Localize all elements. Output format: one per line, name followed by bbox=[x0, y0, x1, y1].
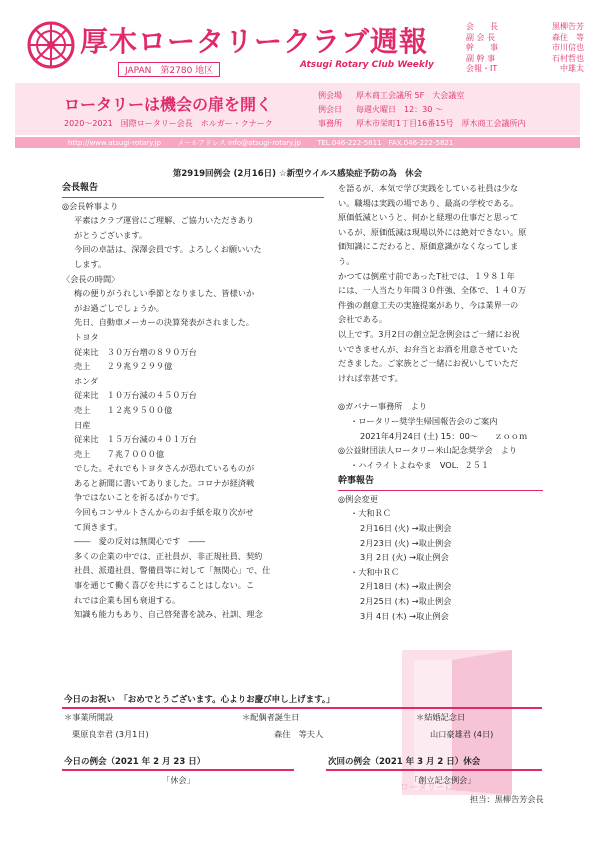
text-line: 多くの企業の中では、正社員が、非正規社員、契約 bbox=[74, 550, 263, 561]
email-link[interactable]: メールアドレス info@atsugi-rotary.jp bbox=[177, 139, 301, 147]
website-link[interactable]: http://www.atsugi-rotary.jp bbox=[68, 139, 161, 147]
text-line: 会社である。 bbox=[338, 314, 388, 325]
text-line: 知識も能力もあり、自己啓発書を読み、社訓、理念 bbox=[74, 609, 263, 620]
phone-fax: TEL.046-222-5811 FAX.046-222-5821 bbox=[317, 139, 454, 147]
text-line: 原価低減というと、何かと経理の仕事だと思って bbox=[338, 212, 519, 223]
text-line: ・ロータリー奨学生帰国報告会のご案内 bbox=[350, 415, 498, 426]
celebration-entry: 森住 等夫人 bbox=[274, 729, 324, 739]
text-line: 価知識にこだわると、原価意識がなくなってしま bbox=[338, 241, 519, 252]
text-line: 争ではないことを祈るばかりです。 bbox=[74, 492, 205, 503]
officer-name: 黒柳告芳 bbox=[552, 22, 584, 31]
text-line: 従来比 １５万台減の４０１万台 bbox=[74, 434, 197, 445]
text-line: ◎会長幹事より bbox=[62, 200, 119, 211]
officer-role: 幹 事 bbox=[466, 43, 498, 52]
text-line: れでは企業も国も衰退する。 bbox=[74, 594, 181, 605]
text-line: 社員、派遣社員、警備員等に対して「無関心」で、仕 bbox=[74, 565, 271, 576]
text-line: ・大和ＲＣ bbox=[350, 508, 391, 519]
text-line: には、一人当たり年間３０件強、全体で、１４０万 bbox=[338, 285, 527, 296]
text-line: 3月 4日 (木) →取止例会 bbox=[360, 610, 449, 621]
text-line: ―― 愛の反対は無関心です ―― bbox=[74, 536, 206, 547]
text-line: いるが、原価低減は現場以外には絶対できない。原 bbox=[338, 226, 527, 237]
text-line: ◎例会変更 bbox=[338, 493, 378, 504]
celebration-rule bbox=[62, 707, 542, 709]
officer-row bbox=[466, 43, 584, 54]
president-report-heading: 会長報告 bbox=[62, 181, 324, 198]
text-line: ・大和中ＲＣ bbox=[350, 566, 400, 577]
today-meeting-body: 「休会」 bbox=[162, 775, 195, 785]
text-line: 事を通じて働く喜びを共にすることはしない。こ bbox=[74, 580, 255, 591]
text-line: 3月 2日 (火) →取止例会 bbox=[360, 552, 449, 563]
text-line: 先日、自動車メーカーの決算発表がされました。 bbox=[74, 317, 254, 328]
text-line: ◎公益財団法人ロータリー米山記念奨学会 より bbox=[338, 445, 518, 456]
next-meeting-note: 担当：黒柳告芳会長 bbox=[470, 794, 544, 804]
text-line: トヨタ bbox=[74, 331, 99, 342]
celebration-heading: 今日のお祝い 「おめでとうございます。心よりお慶び申し上げます。」 bbox=[64, 695, 335, 705]
meeting-info-row bbox=[318, 117, 525, 131]
meeting-info-key: 例会場 bbox=[318, 91, 342, 100]
meeting-info-row bbox=[318, 103, 525, 117]
officer-role: 会 長 bbox=[466, 22, 498, 31]
celebration-group-title: ＊配偶者誕生日 bbox=[242, 712, 300, 722]
text-line: 2月18日 (木) →取止例会 bbox=[360, 581, 452, 592]
officer-name: 石村哲也 bbox=[552, 53, 584, 63]
officers-list bbox=[466, 22, 584, 75]
text-line: 従来比 １０万台減の４５０万台 bbox=[74, 390, 197, 401]
text-line: ◎ガバナー事務所 より bbox=[338, 401, 428, 412]
text-line: します。 bbox=[74, 258, 107, 269]
text-line: 従来比 ３０万台増の８９０万台 bbox=[74, 346, 197, 357]
newsletter-title: 厚木ロータリークラブ週報 bbox=[80, 25, 429, 58]
today-rule bbox=[62, 769, 294, 771]
text-line: 2021年4月24日 (土) 15：00～ ｚｏｏｍ bbox=[360, 430, 528, 441]
meeting-info-value: 厚木商工会議所 5F 大会議室 bbox=[356, 91, 465, 100]
text-line: て頂きます。 bbox=[74, 521, 123, 532]
text-line: ホンダ bbox=[74, 375, 99, 386]
text-line: い。職場は実践の場であり、最高の学校である。 bbox=[338, 197, 519, 208]
meeting-info-key: 例会日 bbox=[318, 105, 342, 114]
officer-name: 森住 等 bbox=[552, 32, 584, 42]
officer-role: 副 幹 事 bbox=[466, 53, 496, 63]
contact-line bbox=[68, 138, 467, 148]
text-line: あると新聞に書いてありました。コロナが経済戦 bbox=[74, 477, 255, 488]
next-meeting-body: 「創立記念例会」 bbox=[410, 775, 476, 785]
newsletter-title-en: Atsugi Rotary Club Weekly bbox=[300, 60, 434, 70]
right-column bbox=[338, 181, 588, 623]
text-line: がお過ごしでしょうか。 bbox=[74, 302, 165, 313]
celebration-group-title: ＊結婚記念日 bbox=[416, 712, 466, 722]
president-report bbox=[62, 181, 324, 622]
text-line: を語るが、本気で学び実践をしている社員は少な bbox=[338, 183, 519, 193]
text-line: ・ハイライトよねやま VOL．２５１ bbox=[350, 459, 490, 470]
meeting-title: 第2919回例会 (2月16日) ☆新型ウイルス感染症予防の為 休会 bbox=[172, 169, 423, 179]
text-line: 売上 １２兆９５００億 bbox=[74, 404, 173, 415]
meeting-info bbox=[318, 89, 525, 131]
meeting-info-value: 毎週火曜日 12：30 ～ bbox=[356, 105, 443, 114]
text-line: だきました。ご家族とご一緒にお祝いしていただ bbox=[338, 358, 519, 369]
text-line: 売上 ７兆７０００億 bbox=[74, 448, 165, 459]
text-line: 2月25日 (木) →取止例会 bbox=[360, 596, 452, 607]
officer-name: 市川信也 bbox=[552, 43, 584, 52]
today-meeting-heading: 今日の例会（2021 年 2 月 23 日） bbox=[64, 757, 206, 767]
text-line: 今回の卓話は、深澤会員です。よろしくお願いいた bbox=[74, 244, 262, 255]
text-line: 平素はクラブ運営にご理解、ご協力いただきあり bbox=[74, 215, 255, 226]
celebration-entry: 山口豪雄君 (4日) bbox=[430, 729, 494, 739]
officer-role: 副 会 長 bbox=[466, 32, 496, 42]
text-line: 今回もコンサルトさんからのお手紙を取り次がせ bbox=[74, 507, 254, 518]
next-rule bbox=[326, 769, 542, 771]
officer-row bbox=[466, 22, 584, 33]
meeting-info-row bbox=[318, 89, 525, 103]
celebration-group-title: ＊事業所開設 bbox=[64, 712, 114, 722]
watermark-text: ロータリーは機 bbox=[400, 783, 464, 793]
text-line: う。 bbox=[338, 255, 355, 266]
officer-row bbox=[466, 33, 584, 44]
text-line: かつては倒産寸前であったT社では、１９８１年 bbox=[338, 270, 515, 281]
rotary-wheel-logo bbox=[26, 20, 76, 70]
text-line: いできませんが、お弁当とお酒を用意させていた bbox=[338, 343, 519, 354]
meeting-info-value: 厚木市栄町1丁目16番15号 厚木商工会議所内 bbox=[356, 119, 526, 128]
officer-row bbox=[466, 54, 584, 65]
district-label: JAPAN 第2780 地区 bbox=[118, 62, 220, 77]
text-line: 件強の創意工夫の実施提案があり、今は業界一の bbox=[338, 299, 519, 310]
text-line: 売上 ２９兆９２９９億 bbox=[74, 361, 173, 372]
text-line: 梅の便りがうれしい季節となりました、皆様いか bbox=[74, 288, 255, 299]
meeting-info-key: 事務所 bbox=[318, 119, 342, 128]
officer-role: 会報・IT bbox=[466, 64, 498, 73]
next-meeting-heading: 次回の例会（2021 年 3 月 2 日）休会 bbox=[328, 757, 481, 767]
text-line: 〈会長の時間〉 bbox=[62, 273, 120, 284]
text-line: 日産 bbox=[74, 419, 91, 430]
year-line: 2020～2021 国際ロータリー会長 ホルガー・クナーク bbox=[64, 119, 273, 128]
secretary-report-heading: 幹事報告 bbox=[338, 474, 543, 491]
celebration-entry: 栗原良幸君 (3月1日) bbox=[72, 729, 149, 739]
text-line: 2月23日 (火) →取止例会 bbox=[360, 537, 452, 548]
text-line: 以上です。3月2日の創立記念例会はご一緒にお祝 bbox=[338, 328, 520, 339]
text-line: でした。それでもトヨタさんが恐れているものが bbox=[74, 463, 255, 474]
text-line: ければ幸甚です。 bbox=[338, 372, 403, 383]
club-motto: ロータリーは機会の扉を開く bbox=[64, 95, 273, 114]
text-line: がとうございます。 bbox=[74, 229, 148, 240]
officer-row bbox=[466, 64, 584, 75]
officer-name: 中雄太 bbox=[560, 64, 584, 73]
text-line: 2月16日 (火) →取止例会 bbox=[360, 523, 452, 534]
